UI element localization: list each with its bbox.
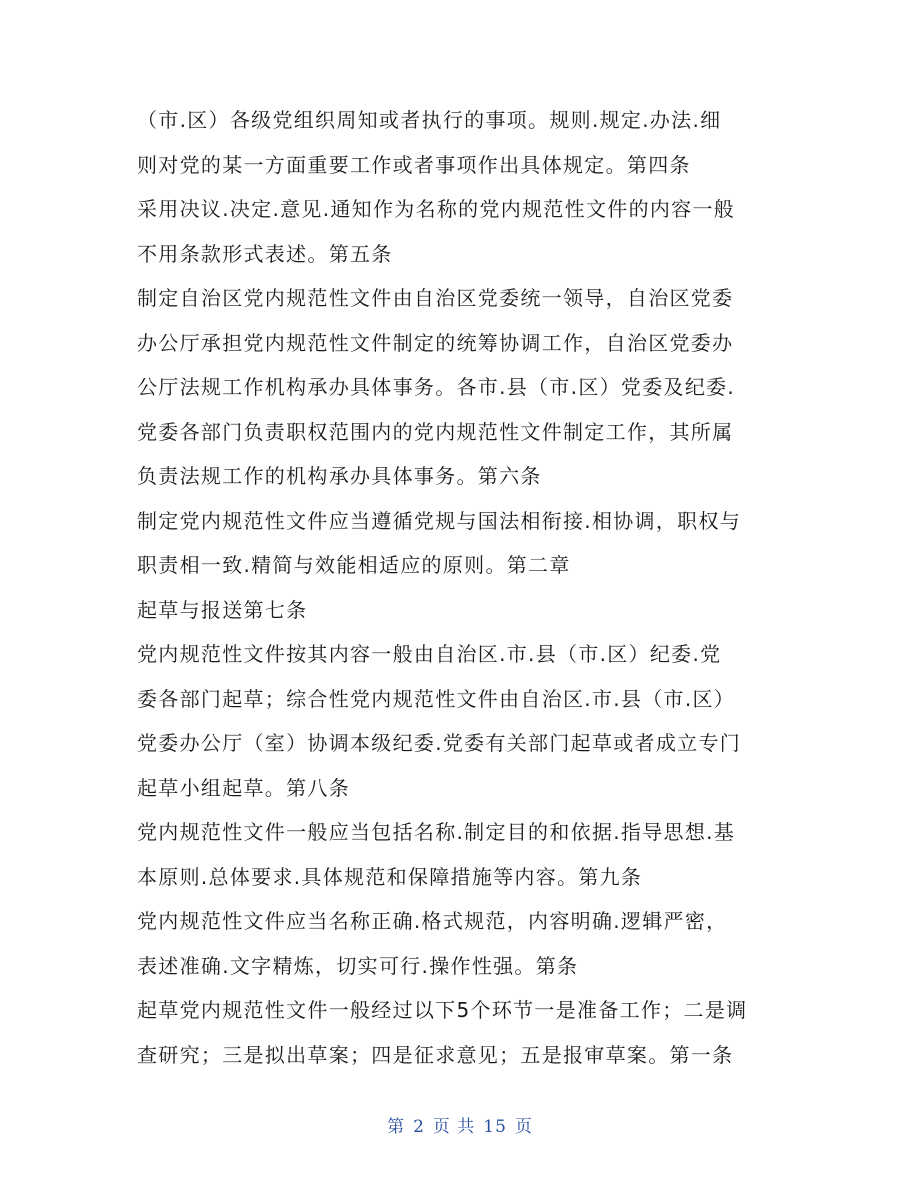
text-line: 公厅法规工作机构承办具体事务。各市.县（市.区）党委及纪委. xyxy=(137,375,736,399)
footer-prefix: 第 xyxy=(387,1117,406,1137)
text-line: 党内规范性文件一般应当包括名称.制定目的和依据.指导思想.基 xyxy=(137,820,736,844)
text-line: 制定自治区党内规范性文件由自治区党委统一领导，自治区党委 xyxy=(137,286,734,310)
text-line: （市.区）各级党组织周知或者执行的事项。规则.规定.办法.细 xyxy=(137,108,722,132)
text-line: 委各部门起草；综合性党内规范性文件由自治区.市.县（市.区） xyxy=(137,686,736,711)
text-line: 负责法规工作的机构承办具体事务。第六条 xyxy=(137,464,542,488)
text-line: 采用决议.决定.意见.通知作为名称的党内规范性文件的内容一般 xyxy=(137,197,736,221)
text-line: 办公厅承担党内规范性文件制定的统筹协调工作，自治区党委办 xyxy=(137,330,734,355)
text-line: 党内规范性文件按其内容一般由自治区.市.县（市.区）纪委.党 xyxy=(137,642,722,666)
footer-middle: 页 共 xyxy=(432,1117,476,1137)
text-line: 党内规范性文件应当名称正确.格式规范，内容明确.逻辑严密， xyxy=(137,909,728,933)
footer-suffix: 页 xyxy=(514,1117,533,1137)
text-line: 表述准确.文字精炼，切实可行.操作性强。第条 xyxy=(137,953,579,978)
text-line: 本原则.总体要求.具体规范和保障措施等内容。第九条 xyxy=(137,864,643,889)
text-line: 制定党内规范性文件应当遵循党规与国法相衔接.相协调，职权与 xyxy=(137,508,742,533)
text-line: 起草与报送第七条 xyxy=(137,597,308,622)
text-line: 党委办公厅（室）协调本级纪委.党委有关部门起草或者成立专门 xyxy=(137,731,742,755)
text-line: 查研究；三是拟出草案；四是征求意见；五是报审草案。第一条 xyxy=(137,1042,734,1067)
text-line: 不用条款形式表述。第五条 xyxy=(137,241,393,266)
text-line: 党委各部门负责职权范围内的党内规范性文件制定工作，其所属 xyxy=(137,419,734,444)
current-page-number: 2 xyxy=(413,1117,425,1137)
text-line: 起草党内规范性文件一般经过以下5个环节一是准备工作；二是调 xyxy=(137,998,748,1022)
text-line: 职责相一致.精简与效能相适应的原则。第二章 xyxy=(137,553,571,577)
page-footer xyxy=(0,1112,920,1137)
text-line: 起草小组起草。第八条 xyxy=(137,775,350,800)
text-line: 则对党的某一方面重要工作或者事项作出具体规定。第四条 xyxy=(137,152,691,177)
total-pages-number: 15 xyxy=(483,1117,507,1137)
document-body xyxy=(137,98,787,1077)
